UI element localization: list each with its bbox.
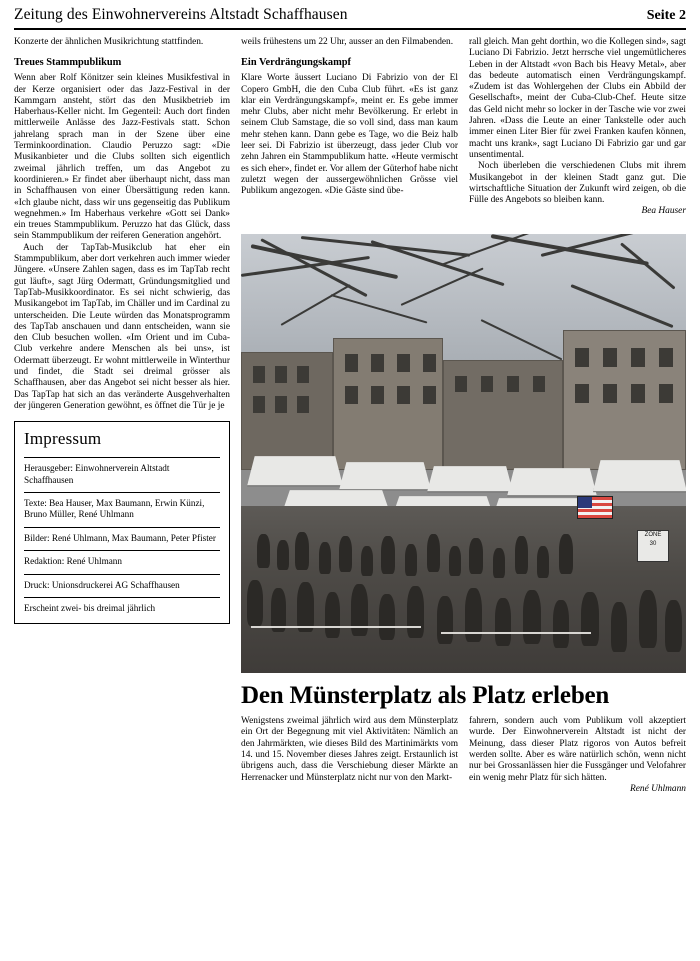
text-pair	[241, 37, 686, 227]
impressum-value-5: Erscheint zwei- bis dreimal jährlich	[24, 603, 156, 614]
zone-sign-number: 30	[649, 541, 657, 548]
impressum-box	[14, 421, 230, 624]
column2-subhead: Ein Verdrängungskampf	[241, 57, 352, 69]
column1-paragraph-2: Auch der TapTab-Musikclub hat eher ein Stammpublikum, aber dort verkehren auch immer wieder Jüngere. «Unsere Zahlen sagen, dass es im TapTab recht gut läuft», sagt Jürg Odermatt, Gründungsmitglied und TapTab-Musikkoordinator. Es sei nicht schwierig, das Musikangebot im TapTab, im Chäller und im Cardinal zu unterscheiden. Die Leute würden das Monatsprogramm des TapTab anschauen und dann entscheiden, wann sie den Club besuchen wollen. «Im Orient und im Cuba-Club verkehre andere Menschen als bei uns», ist Odermatt überzeugt. Er wohnt mittlerweile in Winterthur und findet, die Stadt sei dreimal grösser als Schaffhausen, aber das Angebot sei nicht besser als hier. Das TapTap hat sich an das veränderte Ausgehverhalten der jüngeren Generation gewöhnt, es öffnet die Tür je je	[14, 242, 230, 411]
us-flag	[577, 496, 613, 519]
masthead	[14, 6, 686, 30]
divider	[24, 574, 220, 575]
feature-signature: René Uhlmann	[630, 783, 686, 794]
impressum-entry-3	[24, 556, 220, 567]
feature-paragraph-left: Wenigstens zweimal jährlich wird aus dem Münsterplatz ein Ort der Begegnung mit viel Aktivitäten: Nämlich an den Jahrmärkten, wie dieses Bild des Martinimärkts vom 14. und 15. November dieses Jahres zeigt. Erstaunlich ist übrigens auch, dass die Verschiebung dieser Märkte an Herrenacker und Münsterplatz nicht nur von den Markt-	[241, 716, 458, 783]
column-2	[241, 37, 458, 227]
column1-subhead: Treues Stammpublikum	[14, 57, 122, 69]
impressum-value-0: Einwohnerverein Altstadt Schaffhausen	[24, 463, 170, 485]
feature-paragraph-right: fahrern, sondern auch vom Publikum voll akzeptiert wurde. Der Einwohnerverein Altstadt ist nicht der Meinung, dass dieser Platz rigoros von Autos befreit werden sollte. Aber es wäre natürlich schön, wenn nicht nur bei Grossanlässen hier die Fussgänger und Velofahrer ein wenig mehr Platz für sich hätten.	[469, 716, 686, 783]
impressum-label-3: Redaktion:	[24, 556, 65, 567]
column-2-3-wrapper	[241, 37, 686, 805]
crowd-barrier	[251, 626, 421, 628]
feature-columns	[241, 716, 686, 804]
impressum-value-3: René Uhlmann	[66, 556, 122, 567]
column3-paragraph-2: Noch überleben die verschiedenen Clubs mit ihrem Musikangebot in der kleinen Stadt ganz gut. Die wirtschaftliche Situation der Zukunft wird zeigen, ob die Fülle des Angebots so bleiben kann.	[469, 161, 686, 206]
impressum-value-1: Bea Hauser, Max Baumann, Erwin Künzi, Bruno Müller, René Uhlmann	[24, 498, 205, 520]
impressum-entry-0	[24, 463, 220, 486]
zone-sign	[637, 530, 669, 562]
column-3	[469, 37, 686, 227]
page-number: Seite 2	[646, 8, 686, 23]
column2-continuation: weils frühestens um 22 Uhr, ausser an den Filmabenden.	[241, 37, 454, 47]
impressum-label-1: Texte:	[24, 498, 47, 509]
impressum-entry-4	[24, 580, 220, 591]
impressum-label-4: Druck:	[24, 579, 50, 590]
market-tent	[593, 460, 686, 492]
market-tent	[427, 466, 513, 492]
divider	[24, 597, 220, 598]
impressum-label-2: Bilder:	[24, 532, 50, 543]
column-1	[14, 37, 230, 805]
market-tent	[247, 456, 343, 486]
impressum-entry-1	[24, 498, 220, 521]
photo-wrap	[241, 234, 686, 673]
divider	[24, 550, 220, 551]
zone-sign-label: ZONE	[644, 532, 662, 539]
divider	[24, 527, 220, 528]
column2-paragraph-1: Klare Worte äussert Luciano Di Fabrizio von der El Copero GmbH, die den Cuba Club führt. «Es ist ganz klar ein Verdrängungskampf», meint er. Es gebe immer mehr Clubs, aber nicht mehr Bevölkerung. Er erlebt in seinem Club Samstage, die so voll sind, dass man kaum mehr stehen kann. Dann gebe es Tage, wo die Beiz halb leer sei. Di Fabrizio ist überzeugt, dass jeder Club vor zehn Jahren ein Stammpublikum hatte. «Heute vermischt es sich eher», findet er. Vor allem der Güterhof habe nicht zuletzt wegen der aussergewöhnlichen Grösse viel Publikum angezogen. «Die Gäste sind übe-	[241, 73, 458, 197]
flag-canton	[578, 497, 592, 508]
martinimarkt-photo	[241, 234, 686, 673]
divider	[24, 492, 220, 493]
column1-paragraph-1: Wenn aber Rolf Könitzer sein kleines Musikfestival in der Kerze organisiert oder das Jazz-Festival in der Kammgarn ansteht, stört das den Musikbetrieb im Haberhaus-Keller nicht. Im Gegenteil: Auch dort finden mittlerweile Anlässe des Jazz-Festivals statt. Schon jahrelang sprach man in der Szene über eine Terminkoordination. Claudio Peruzzo sagt: «Die Musikanbieter und die Clubs sollten sich eigentlich zweimal jährlich treffen, um das Angebot zu koordinieren.» Er findet aber überhaupt nicht, dass man in Schaffhausen von einer Übersättigung reden kann. «Ich glaube nicht, dass wir uns gegenseitig das Publikum wegnehmen.» Im Haberhaus verkehre «Gott sei Dank» ein treues Stammpublikum. Peruzzo hat das Glück, dass sein Stammpublikum der reiferen Generation angehört.	[14, 73, 230, 242]
impressum-entry-2	[24, 533, 220, 544]
column3-paragraph-1: rall gleich. Man geht dorthin, wo die Kollegen sind», sagt Luciano Di Fabrizio. Jetzt herrsche viel ungemütlicheres Leben in der Altstadt «von Bach bis Heavy Metal», aber das bedeute automatisch einen Verdrängungskampf. «Zudem ist das Wohlergehen der Clubs ein Abbild der Gesellschaft», meint der Cuba-Club-Chef. Heute sitze das Geld nicht mehr so locker in der Tasche wie vor zwei Jahren. «Dass die Leute an einer Tankstelle oder auch immer einen Liter Bier für zwei Franken kaufen können, macht uns krank», sagt Luciano Di Fabrizio gar und gar unsentimental.	[469, 37, 686, 160]
market-tent	[339, 462, 431, 490]
impressum-label-0: Herausgeber:	[24, 463, 73, 474]
feature-column-left	[241, 716, 458, 804]
market-tent	[507, 468, 597, 496]
impressum-title: Impressum	[24, 429, 102, 449]
crowd-barrier	[441, 632, 591, 634]
divider	[24, 457, 220, 458]
column3-signature: Bea Hauser	[641, 206, 686, 217]
feature-column-right	[469, 716, 686, 804]
masthead-title: Zeitung des Einwohnervereins Altstadt Schaffhausen	[14, 6, 348, 23]
impressum-value-4: Unionsdruckerei AG Schaffhausen	[51, 579, 180, 590]
photo-crowd	[241, 506, 686, 673]
top-columns	[14, 37, 686, 805]
impressum-value-2: René Uhlmann, Max Baumann, Peter Pfister	[51, 532, 216, 543]
column1-continuation: Konzerte der ähnlichen Musikrichtung stattfinden.	[14, 37, 204, 47]
impressum-entry-5	[24, 603, 220, 614]
feature-headline: Den Münsterplatz als Platz erleben	[241, 682, 610, 710]
